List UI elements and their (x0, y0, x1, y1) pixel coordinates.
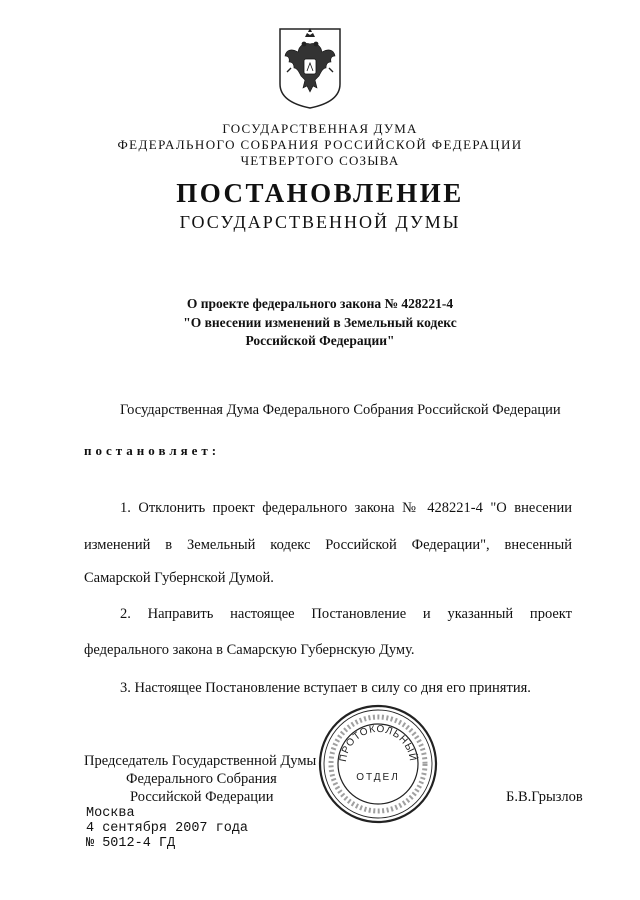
signature-title-line-3: Российской Федерации (130, 789, 274, 805)
paragraph-3: 3. Настоящее Постановление вступает в силу со дня его принятия. (120, 680, 531, 696)
subject-line-2: "О внесении изменений в Земельный кодекс (183, 315, 457, 330)
official-stamp (316, 702, 440, 826)
header-line-convocation: ЧЕТВЕРТОГО СОЗЫВА (240, 153, 400, 168)
paragraph-2-line-1: 2. Направить настоящее Постановление и указанный проект (120, 606, 572, 622)
stamp-arc-text: ПРОТОКОЛЬНЫЙ (337, 723, 419, 763)
document-subtitle: ГОСУДАРСТВЕННОЙ ДУМЫ (179, 212, 461, 232)
footer-date: 4 сентября 2007 года (86, 821, 249, 836)
stamp-center-text: ОТДЕЛ (356, 772, 400, 783)
preamble-text: Государственная Дума Федерального Собрания Российской Федерации (120, 402, 561, 418)
signature-title-line-1: Председатель Государственной Думы (84, 753, 317, 769)
header-line-duma: ГОСУДАРСТВЕННАЯ ДУМА (222, 121, 418, 136)
subject-line-3: Российской Федерации" (245, 333, 395, 348)
signatory-name: Б.В.Грызлов (506, 789, 583, 805)
svg-text:ПРОТОКОЛЬНЫЙ (338, 724, 420, 763)
header-line-federal-assembly: ФЕДЕРАЛЬНОГО СОБРАНИЯ РОССИЙСКОЙ ФЕДЕРАЦИИ (117, 137, 523, 152)
signature-title-line-2: Федерального Собрания (126, 771, 277, 787)
footer-number: № 5012-4 ГД (86, 836, 176, 851)
resolves-text: постановляет: (84, 443, 221, 458)
subject-line-1: О проекте федерального закона № 428221-4 (186, 296, 454, 311)
paragraph-2-line-2: федерального закона в Самарскую Губернскую Думу. (84, 642, 415, 658)
paragraph-1-line-1: 1. Отклонить проект федерального закона № 428221-4 "О внесении (120, 500, 572, 516)
paragraph-1-line-2: изменений в Земельный кодекс Российской Федерации", внесенный (84, 537, 572, 553)
paragraph-1-line-3: Самарской Губернской Думой. (84, 570, 274, 586)
coat-of-arms-emblem (277, 26, 343, 110)
document-title: ПОСТАНОВЛЕНИЕ (176, 178, 464, 208)
footer-city: Москва (86, 806, 135, 821)
